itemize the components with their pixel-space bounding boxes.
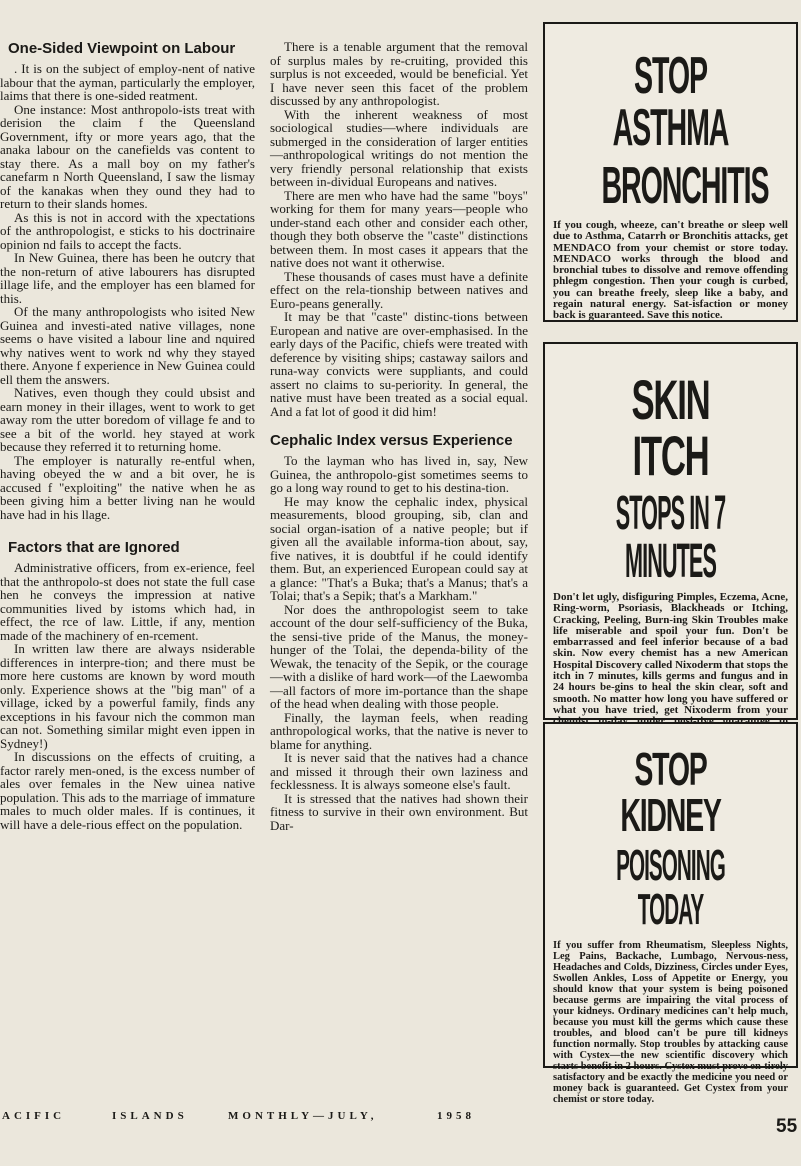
section-heading-labour: One-Sided Viewpoint on Labour	[8, 40, 236, 57]
ad-headline: BRONCHITIS	[601, 157, 769, 215]
paragraph: . It is on the subject of employ-nent of native labour that the ayman, particularly the employer, laims that there is one-sided reatment.	[0, 61, 255, 103]
paragraph: In discussions on the effects of cruiting, a factor rarely men-oned, is the excess number of ales over females in the New uinea native population. This ads to the marriage of immature males to much older males. If is continues, it will have a dele-rious effect on the population.	[0, 749, 255, 832]
paragraph: Of the many anthropologists who isited New Guinea and investi-ated native villages, none seems o have visited a labour line and nquired why natives went to work nd why they stayed there. Anyone f experience in New Guinea could ell them the answers.	[0, 304, 255, 387]
advertisement-kidney	[543, 722, 798, 1105]
advertisement-asthma	[543, 22, 798, 322]
paragraph: Natives, even though they could ubsist and earn money in their illages, went to work to get away rom the utter boredom of village fe and to see a bit of the world. hey stayed at work because they referred it to returning home.	[0, 385, 255, 454]
footer-word: ACIFIC	[2, 1110, 66, 1122]
footer	[0, 1110, 801, 1130]
ad-headline: SKIN ITCH	[631, 368, 710, 487]
section-heading-cephalic: Cephalic Index versus Experience	[270, 432, 513, 449]
ad-body: If you suffer from Rheumatism, Sleepless Nights, Leg Pains, Backache, Lumbago, Nervous-ness, Headaches and Colds, Dizziness, Circles under Eyes, Swollen Ankles, Loss of Appetite or Energy, you should know that your system is being poisoned because germs are impairing the vital process of your kidneys. Ordinary medicines can't help much, because you must kill the germs which cause these troubles, and blood can't be pure till kidneys function normally. Stop troubles by attacking cause with Cystex—the new scientific discovery which starts benefit in 2 hours. Cystex must prove en-tirely satisfactory and be exactly the medicine you need or money back is guaranteed. Get Cystex from your chemist or store today.	[553, 940, 788, 1105]
ad-headline: STOPS IN 7 MINUTES	[615, 487, 726, 588]
paragraph: One instance: Most anthropolo-ists treat with derision the claim f the Queensland Government, ifty or more years ago, that the anaka labour on the canefields vas content to stay there. As a mall boy on my father's canefarm n North Queensland, I saw the lismay of the kanakas when they ound they had to return to their slands homes.	[0, 101, 255, 211]
paragraph: The employer is naturally re-entful when, having obeyed the w and a bit over, he is accused f "exploiting" the native when he as been giving him a better living nan he would have had in his llage.	[0, 452, 255, 522]
advertisement-skin-itch	[543, 342, 798, 720]
ad-headline: STOP ASTHMA	[612, 47, 729, 157]
paragraph: Finally, the layman feels, when reading anthropological works, that the native is never to blame for anything.	[270, 709, 528, 752]
ad-headline: STOP KIDNEY	[620, 743, 721, 841]
paragraph: Administrative officers, from ex-erience, feel that the anthropolo-st does not state the full case hen he conveys the impression at native communities lived by istoms which had, in effect, the rce of law. Little, if any, mention made of the machinery of en-rcement.	[0, 560, 255, 643]
paragraph: In New Guinea, there has been he outcry that the non-return of ative labourers has disrupted illage life, and the employer has een blamed for this.	[0, 250, 255, 306]
paragraph: There are men who have had the same "boys" working for them for many years—people who under-stand each other and consider each other, though they both observe the "caste" distinctions between them. In most cases it appears that the native does not want it otherwise.	[270, 187, 528, 270]
ad-body: Don't let ugly, disfiguring Pimples, Eczema, Acne, Ring-worm, Psoriasis, Blackheads or Itching, Cracking, Peeling, Burn-ing Skin Troubles make life miserable and spoil your fun. Don't be embarrassed and feel inferior because of a bad skin. Now every chemist has a new American Hospital Discovery called Nixoderm that stops the itch in 7 minutes, kills germs and fungus and in 24 hours be-gins to heal the skin clear, soft and smooth. No matter how long you have suffered or what you have tried, get Nixoderm from your	[553, 591, 788, 716]
paragraph: It is never said that the natives had a chance and missed it through their own laziness and fecklessness. It is always someone else's fault.	[270, 750, 528, 792]
paragraph: These thousands of cases must have a definite effect on the rela-tionship between natives and Euro-peans generally.	[270, 268, 528, 311]
paragraph: As this is not in accord with the xpectations of the anthropologist, e sticks to his doctrinaire opinion nd fails to accept the facts.	[0, 209, 255, 252]
paragraph: With the inherent weakness of most sociological studies—where individuals are submerged in the consideration of larger entities—anthropological writings do not mention the very friendly personal relationship that exists between in-dividual Europeans and natives.	[270, 106, 528, 189]
footer-word: ISLANDS	[112, 1110, 188, 1122]
paragraph: To the layman who has lived in, say, New Guinea, the anthropolo-gist sometimes seems to go a long way round to get to his destina-tion.	[270, 453, 528, 495]
paragraph: In written law there are always nsiderable differences in interpre-tion; and there must be more here customs are known by word mouth only. Experience shows at the "big man" of a village, icked by a powerful family, finds any exceptions in his favour nich the common man can not. Something similar might even ippen in Sydney!)	[0, 641, 255, 751]
column-middle	[270, 40, 528, 832]
paragraph: It may be that "caste" distinc-tions between European and native are over-emphasised. In the early days of the Pacific, chiefs were treated with deference by visiting ships; castaway sailors and runa-way convicts were suppliants, and could assert no claims to su-periority. In general, the native must have been treated as a social equal. And a fat lot of good it did him!	[270, 309, 528, 419]
section-heading-factors: Factors that are Ignored	[8, 539, 180, 556]
column-left	[0, 34, 255, 831]
footer-word: 1958	[437, 1110, 475, 1122]
ad-headline: POISONING TODAY	[616, 841, 725, 934]
ad-body: If you cough, wheeze, can't breathe or sleep well due to Asthma, Catarrh or Bronchitis attacks, get MENDACO from your chemist or store today. MENDACO works through the blood and bronchial tubes to dissolve and remove offending phlegm congestion. Then your cough is curbed, you can breathe freely, sleep like a baby, and regain natural energy. Sat-isfaction or money back is guaranteed. Save this notice.	[553, 219, 788, 322]
footer-word: MONTHLY—JULY,	[228, 1110, 378, 1122]
paragraph: Nor does the anthropologist seem to take account of the dour self-sufficiency of the Buka, the sensi-tive pride of the Manus, the money-hunger of the Tolai, the dependa-bility of the Wewak, the tenacity of the Sepik, or the courage—with a dislike of hard work—of the Laewomba—all factors of more im-portance than the shape of the head when dealing with those people.	[270, 601, 528, 711]
paragraph: It is stressed that the natives had shown their fitness to survive in their own environment. But Dar-	[270, 790, 528, 833]
paragraph: There is a tenable argument that the removal of surplus males by re-cruiting, provided this surplus is not exceeded, would be beneficial. Yet I have never seen this facet of the problem discussed by any anthropologist.	[270, 39, 528, 108]
page-number: 55	[776, 1116, 798, 1137]
paragraph: He may know the cephalic index, physical measurements, blood grouping, sib, clan and social organ-isation of a native people; but if given all the available informa-tion about, say, five natives, it is doubtful if he could identify them. But, an experienced European could say at a glance: "That's a Buka; that's a Manus; that's a Tolai; that's a Sepik; that's a Markham."	[270, 493, 528, 603]
